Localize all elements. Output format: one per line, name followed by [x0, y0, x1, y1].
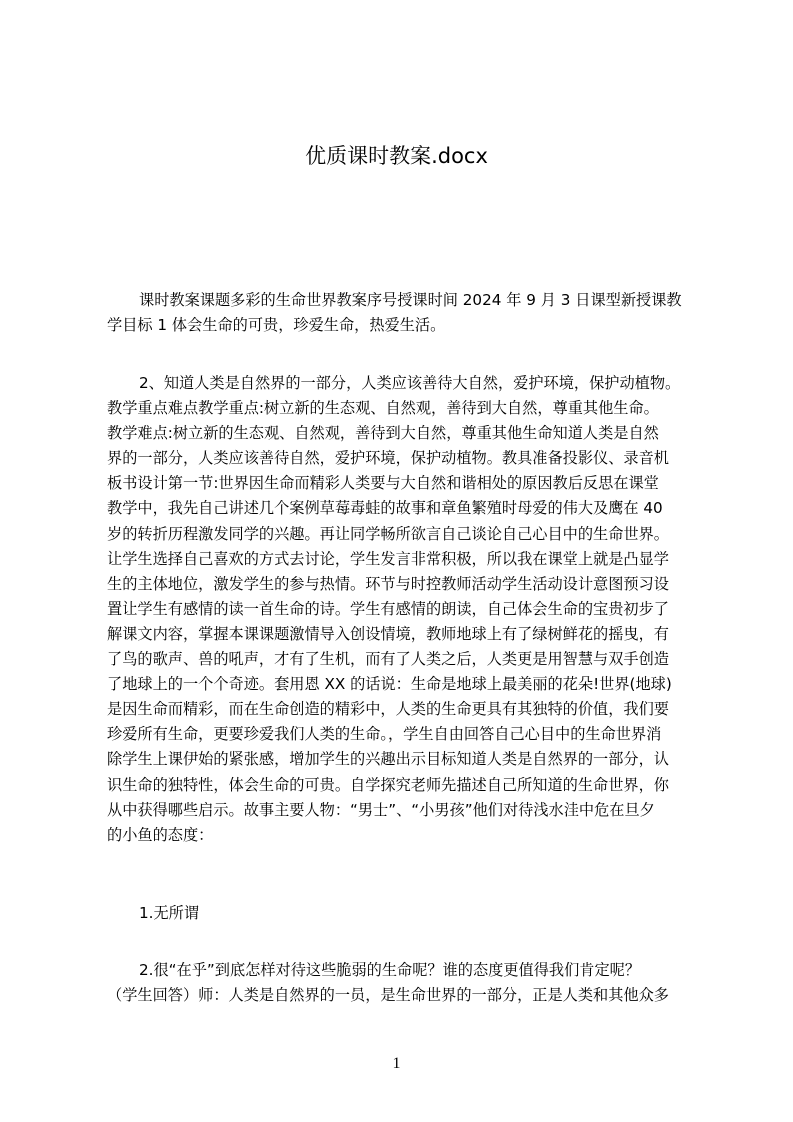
- text-line: 2、知道人类是自然界的一部分，人类应该善待大自然，爱护环境，保护动植物。: [139, 374, 681, 392]
- text-line: （学生回答）师：人类是自然界的一员，是生命世界的一部分，正是人类和其他众多: [107, 986, 669, 1005]
- text-line: 学目标 1 体会生命的可贵，珍爱生命，热爱生活。: [107, 316, 446, 335]
- page-number: 1: [392, 1055, 401, 1072]
- text-line: 板书设计第一节:世界因生命而精彩人类要与大自然和谐相处的原因教后反思在课堂: [107, 474, 659, 493]
- list-item-1: [107, 901, 707, 926]
- text-line: 教学中，我先自己讲述几个案例草莓毒蛙的故事和章鱼繁殖时母爱的伟大及鹰在 40: [107, 499, 663, 518]
- text-line: 课时教案课题多彩的生命世界教案序号授课时间 2024 年 9 月 3 日课型新授课教: [139, 291, 682, 309]
- text-line: 了鸟的歌声、兽的吼声，才有了生机，而有了人类之后，人类更是用智慧与双手创造: [107, 650, 669, 669]
- text-line: 珍爱所有生命，更要珍爱我们人类的生命。，学生自由回答自己心目中的生命世界消: [107, 725, 662, 744]
- paragraph-1: [107, 288, 707, 338]
- document-title: 优质课时教案.docx: [305, 144, 488, 168]
- text-line: 让学生选择自己喜欢的方式去讨论，学生发言非常积极，所以我在课堂上就是凸显学: [107, 549, 669, 568]
- text-line: 从中获得哪些启示。故事主要人物：“男士”、“小男孩”他们对待浅水洼中危在旦夕: [107, 800, 655, 819]
- text-line: 是因生命而精彩，而在生命创造的精彩中，人类的生命更具有其独特的价值，我们要: [107, 700, 669, 719]
- text-line: 识生命的独特性，体会生命的可贵。自学探究老师先描述自己所知道的生命世界，你: [107, 775, 669, 794]
- text-line: 教学重点难点教学重点:树立新的生态观、自然观，善待到大自然，尊重其他生命。: [107, 399, 659, 418]
- text-line: 教学难点:树立新的生态观、自然观，善待到大自然，尊重其他生命知道人类是自然: [107, 424, 659, 443]
- text-line: 岁的转折历程激发同学的兴趣。再让同学畅所欲言自己谈论自己心目中的生命世界。: [107, 524, 669, 543]
- text-line: 2.很“在乎”到底怎样对待这些脆弱的生命呢？谁的态度更值得我们肯定呢？: [139, 961, 641, 979]
- text-line: 了地球上的一个个奇迹。套用恩 XX 的话说：生命是地球上最美丽的花朵!世界(地球): [107, 675, 672, 694]
- paragraph-2: [107, 371, 707, 848]
- text-line: 的小鱼的态度：: [107, 825, 214, 844]
- text-line: 生的主体地位，激发学生的参与热情。环节与时控教师活动学生活动设计意图预习设: [107, 574, 669, 593]
- list-item-2: [107, 958, 707, 1008]
- text-line: 除学生上课伊始的紧张感，增加学生的兴趣出示目标知道人类是自然界的一部分，认: [107, 750, 669, 769]
- text-line: 置让学生有感情的读一首生命的诗。学生有感情的朗读，自己体会生命的宝贵初步了: [107, 599, 669, 618]
- text-line: 解课文内容，掌握本课课题激情导入创设情境，教师地球上有了绿树鲜花的摇曳，有: [107, 624, 669, 643]
- text-line: 界的一部分，人类应该善待自然，爱护环境，保护动植物。教具准备投影仪、录音机: [107, 449, 669, 468]
- text-line: 1.无所谓: [139, 904, 200, 922]
